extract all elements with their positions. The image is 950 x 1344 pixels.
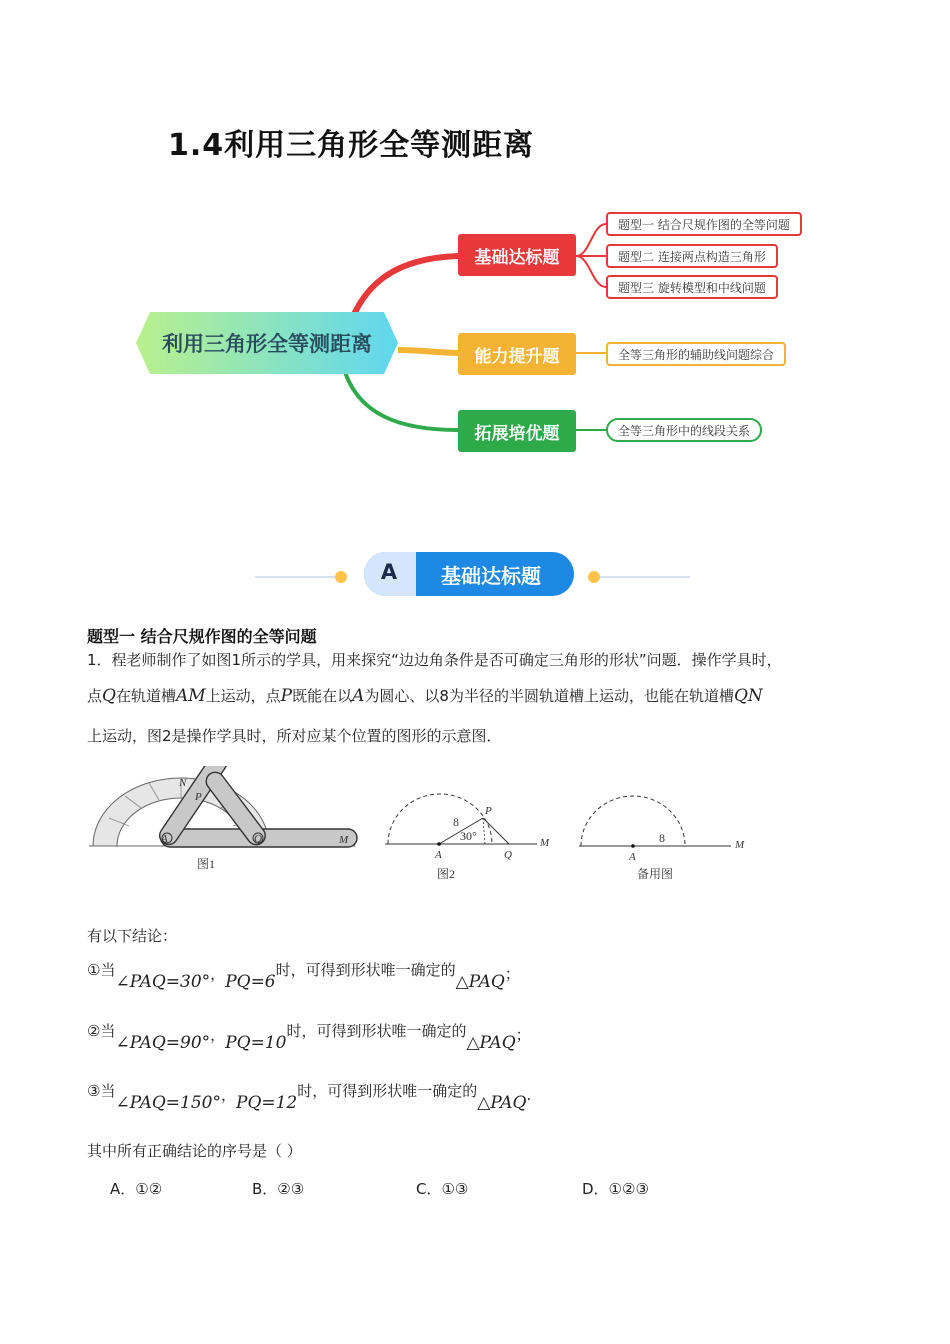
banner-label: 基础达标题 xyxy=(441,564,541,588)
section-heading: 题型一 结合尺规作图的全等问题 xyxy=(87,627,317,646)
text-fragment: 时，可得到形状唯一确定的 xyxy=(297,1082,478,1100)
fig3-caption: 备用图 xyxy=(637,867,674,881)
math-expr: △PAQ xyxy=(455,972,505,992)
fig2-label-P: P xyxy=(485,805,492,817)
conclusion-1: ①当∠PAQ=30°，PQ=6时，可得到形状唯一确定的△PAQ； xyxy=(87,961,520,992)
math-var: Q xyxy=(102,686,116,706)
mindmap-leaf: 题型一 结合尺规作图的全等问题 xyxy=(606,212,802,236)
text-fragment: ③当 xyxy=(87,1082,116,1100)
text-fragment: ； xyxy=(504,965,520,983)
fig3-label-length: 8 xyxy=(659,831,665,845)
fig2-caption: 图2 xyxy=(437,867,456,881)
conclusion-3: ③当∠PAQ=150°，PQ=12时，可得到形状唯一确定的△PAQ. xyxy=(87,1082,532,1113)
question-ask: 其中所有正确结论的序号是（ ） xyxy=(87,1142,302,1160)
text-fragment: 上运动，点 xyxy=(205,687,281,705)
fig1-label-Q: Q xyxy=(254,833,262,845)
question-line-2 xyxy=(87,686,763,706)
fig2-label-angle: 30° xyxy=(460,829,477,843)
mindmap-central-node xyxy=(136,312,398,374)
text-fragment: 时，可得到形状唯一确定的 xyxy=(275,961,456,979)
mindmap-branch-advanced: 能力提升题 xyxy=(458,333,576,375)
text-fragment: . xyxy=(526,1086,532,1104)
fig1-caption: 图1 xyxy=(197,857,216,871)
math-expr: ∠PAQ=90° xyxy=(115,1033,211,1053)
option-d[interactable]: D．①②③ xyxy=(582,1180,649,1198)
text-fragment: 点 xyxy=(87,687,103,705)
math-expr: △PAQ xyxy=(466,1033,516,1053)
math-expr: PQ=12 xyxy=(236,1093,298,1113)
text-fragment: 为圆心、以8为半径的半圆轨道槽上运动，也能在轨道槽 xyxy=(364,687,734,705)
math-var: AM xyxy=(175,686,206,706)
figure-1 xyxy=(89,766,357,871)
text-fragment: 在轨道槽 xyxy=(115,687,176,705)
mindmap-leaf: 题型三 旋转模型和中线问题 xyxy=(606,275,778,299)
math-expr: △PAQ xyxy=(477,1093,527,1113)
fig1-label-M: M xyxy=(339,834,349,846)
mindmap-branch-extension: 拓展培优题 xyxy=(458,410,576,452)
option-b[interactable]: B．②③ xyxy=(252,1180,305,1198)
figures xyxy=(85,766,765,886)
math-var: A xyxy=(352,686,365,706)
math-expr: ∠PAQ=30° xyxy=(115,972,211,992)
text-fragment: 既能在以 xyxy=(292,687,353,705)
fig1-label-P: P xyxy=(195,791,202,803)
option-a[interactable]: A．①② xyxy=(110,1180,163,1198)
fig3-label-A: A xyxy=(629,851,636,863)
mindmap-central-label: 利用三角形全等测距离 xyxy=(162,332,372,356)
mindmap-leaf: 全等三角形的辅助线问题综合 xyxy=(606,342,786,366)
banner-letter: A xyxy=(380,560,398,584)
mindmap-leaf: 题型二 连接两点构造三角形 xyxy=(606,244,778,268)
mindmap-leaf: 全等三角形中的线段关系 xyxy=(606,418,762,442)
math-var: QN xyxy=(733,686,763,706)
conclusion-2: ②当∠PAQ=90°，PQ=10时，可得到形状唯一确定的△PAQ； xyxy=(87,1022,531,1053)
mindmap-branch-basic: 基础达标题 xyxy=(458,234,576,276)
figure-2 xyxy=(385,794,550,881)
fig2-label-M: M xyxy=(540,837,550,849)
math-expr: PQ=6 xyxy=(225,972,276,992)
math-expr: PQ=10 xyxy=(225,1033,287,1053)
fig2-label-A: A xyxy=(435,849,442,861)
math-var: P xyxy=(280,686,293,706)
text-fragment: 时，可得到形状唯一确定的 xyxy=(286,1022,467,1040)
conclusions-intro: 有以下结论： xyxy=(87,927,178,945)
option-c[interactable]: C．①③ xyxy=(416,1180,469,1198)
fig3-label-M: M xyxy=(735,839,745,851)
question-line-3: 上运动，图2是操作学具时，所对应某个位置的图形的示意图． xyxy=(87,727,502,745)
text-fragment: ①当 xyxy=(87,961,116,979)
fig1-label-N: N xyxy=(179,777,187,789)
figure-3 xyxy=(579,796,745,881)
fig1-label-A: A xyxy=(161,833,168,845)
math-expr: ∠PAQ=150° xyxy=(115,1093,221,1113)
text-fragment: ； xyxy=(515,1026,531,1044)
question-line-1: 1．程老师制作了如图1所示的学具，用来探究“边边角条件是否可确定三角形的形状”问题．操作学具时， xyxy=(87,651,782,669)
fig2-label-Q: Q xyxy=(504,849,512,861)
text-fragment: ②当 xyxy=(87,1022,116,1040)
page-title: 1.4利用三角形全等测距离 xyxy=(168,128,535,163)
fig2-label-length: 8 xyxy=(453,815,459,829)
